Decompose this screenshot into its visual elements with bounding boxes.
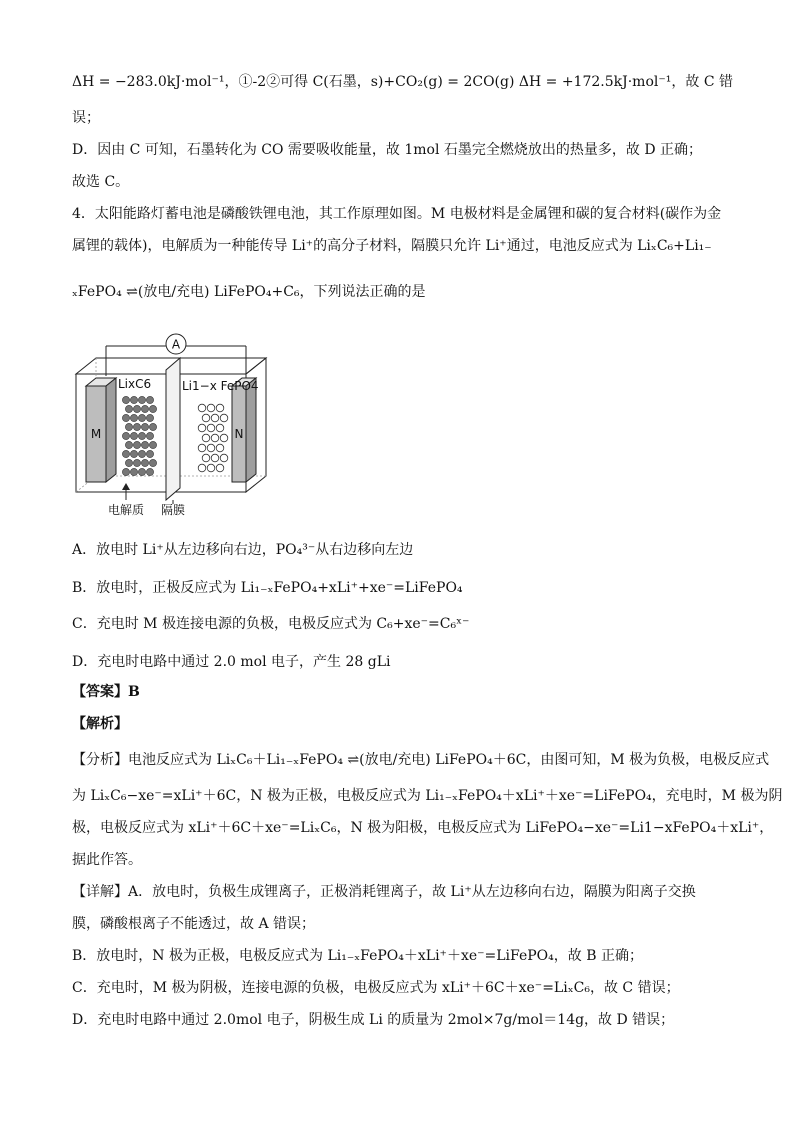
analysis-heading: 【解析】 — [72, 716, 128, 732]
particle-dark — [133, 441, 140, 448]
detail-text: 【详解】A．放电时，负极生成锂离子，正极消耗锂离子，故 Li⁺从左边移向右边，隔膜为阳离子交换 — [72, 884, 696, 900]
particle-dark — [149, 423, 156, 430]
particle-light — [207, 464, 215, 472]
particle-dark — [138, 468, 145, 475]
material-right-label: Li1−x FePO4 — [182, 379, 259, 393]
particle-dark — [146, 450, 153, 457]
particle-dark — [122, 414, 129, 421]
electrolyte-label: 电解质 — [107, 503, 145, 517]
detail-text: B．放电时，N 极为正极，电极反应式为 Li₁₋ₓFePO₄＋xLi⁺＋xe⁻=LiFePO₄，故 B 正确； — [72, 948, 643, 964]
material-left-label: LixC6 — [118, 377, 152, 391]
particle-light — [207, 424, 215, 432]
particle-light — [216, 404, 224, 412]
particle-light — [202, 434, 210, 442]
particle-dark — [130, 468, 137, 475]
particle-light — [211, 454, 219, 462]
particle-light — [211, 414, 219, 422]
particle-dark — [122, 432, 129, 439]
electrode-n-label: N — [234, 427, 244, 441]
particle-dark — [130, 450, 137, 457]
analysis-text: 极，电极反应式为 xLi⁺＋6C＋xe⁻=LiₓC₆，N 极为阳极，电极反应式为 LiFePO₄−xe⁻=Li1−xFePO₄＋xLi⁺， — [72, 820, 774, 836]
particle-light — [198, 424, 206, 432]
question-4-text: 属锂的载体)，电解质为一种能传导 Li⁺的高分子材料，隔膜只允许 Li⁺通过，电池反应式为 LiₓC₆+Li₁₋ — [72, 238, 712, 254]
particle-light — [220, 414, 228, 422]
option-c: C．充电时 M 极连接电源的负极，电极反应式为 C₆+xe⁻=C₆ˣ⁻ — [72, 616, 470, 632]
particle-light — [198, 404, 206, 412]
particle-light — [211, 434, 219, 442]
ammeter-label: A — [171, 337, 181, 352]
particle-dark — [125, 405, 132, 412]
particle-light — [207, 404, 215, 412]
particle-light — [216, 424, 224, 432]
particle-light — [198, 444, 206, 452]
option-d: D．充电时电路中通过 2.0 mol 电子，产生 28 gLi — [72, 654, 391, 670]
detail-text: 膜，磷酸根离子不能透过，故 A 错误； — [72, 916, 316, 932]
particle-dark — [149, 405, 156, 412]
lixc6-particles — [122, 396, 156, 475]
particle-light — [202, 414, 210, 422]
particle-dark — [141, 423, 148, 430]
particle-light — [202, 454, 210, 462]
particle-dark — [141, 441, 148, 448]
particle-dark — [141, 405, 148, 412]
particle-dark — [149, 441, 156, 448]
question-4-text: 4．太阳能路灯蓄电池是磷酸铁锂电池，其工作原理如图。M 电极材料是金属锂和碳的复合材料(碳作为金 — [72, 206, 722, 222]
particle-light — [220, 434, 228, 442]
particle-dark — [122, 468, 129, 475]
option-b: B．放电时，正极反应式为 Li₁₋ₓFePO₄+xLi⁺+xe⁻=LiFePO₄ — [72, 580, 463, 596]
particle-dark — [146, 432, 153, 439]
particle-light — [216, 444, 224, 452]
answer-label: 【答案】B — [72, 684, 140, 700]
particle-dark — [122, 396, 129, 403]
particle-dark — [138, 450, 145, 457]
particle-dark — [122, 450, 129, 457]
particle-dark — [125, 423, 132, 430]
question-4-text: ₓFePO₄ ⇌(放电/充电) LiFePO₄+C₆，下列说法正确的是 — [72, 284, 426, 300]
text-line: D．因由 C 可知，石墨转化为 CO 需要吸收能量，故 1mol 石墨完全燃烧放出的热量多，故 D 正确； — [72, 142, 703, 158]
particle-dark — [149, 459, 156, 466]
option-a: A．放电时 Li⁺从左边移向右边，PO₄³⁻从右边移向左边 — [72, 542, 414, 558]
separator-label: 隔膜 — [160, 503, 186, 517]
analysis-text: 为 LiₓC₆−xe⁻=xLi⁺＋6C，N 极为正极，电极反应式为 Li₁₋ₓFePO₄＋xLi⁺＋xe⁻=LiFePO₄，充电时，M 极为阴 — [72, 788, 783, 804]
battery-diagram — [70, 330, 280, 522]
particle-dark — [130, 432, 137, 439]
particle-dark — [138, 432, 145, 439]
particle-dark — [130, 414, 137, 421]
text-line: 误； — [72, 110, 100, 126]
analysis-text: 【分析】电池反应式为 LiₓC₆＋Li₁₋ₓFePO₄ ⇌(放电/充电) LiFePO₄＋6C，由图可知，M 极为负极，电极反应式 — [72, 752, 770, 768]
particle-dark — [141, 459, 148, 466]
particle-light — [198, 464, 206, 472]
separator-membrane — [166, 358, 180, 500]
detail-text: C．充电时，M 极为阴极，连接电源的负极，电极反应式为 xLi⁺＋6C＋xe⁻=LiₓC₆，故 C 错误； — [72, 980, 680, 996]
detail-text: D．充电时电路中通过 2.0mol 电子，阴极生成 Li 的质量为 2mol×7g/mol＝14g，故 D 错误； — [72, 1012, 675, 1028]
particle-dark — [138, 396, 145, 403]
particle-dark — [146, 396, 153, 403]
particle-dark — [125, 441, 132, 448]
particle-dark — [130, 396, 137, 403]
analysis-text: 据此作答。 — [72, 852, 142, 868]
particle-dark — [133, 405, 140, 412]
particle-light — [220, 454, 228, 462]
lifepo4-particles — [198, 404, 228, 472]
text-line: ΔH = −283.0kJ·mol⁻¹，①-2②可得 C(石墨，s)+CO₂(g) = 2CO(g) ΔH = +172.5kJ·mol⁻¹，故 C 错 — [72, 74, 733, 90]
particle-dark — [125, 459, 132, 466]
particle-dark — [146, 468, 153, 475]
particle-light — [207, 444, 215, 452]
text-line: 故选 C。 — [72, 174, 130, 190]
particle-dark — [133, 423, 140, 430]
particle-light — [216, 464, 224, 472]
particle-dark — [138, 414, 145, 421]
particle-dark — [133, 459, 140, 466]
electrode-m-label: M — [90, 427, 102, 441]
particle-dark — [146, 414, 153, 421]
